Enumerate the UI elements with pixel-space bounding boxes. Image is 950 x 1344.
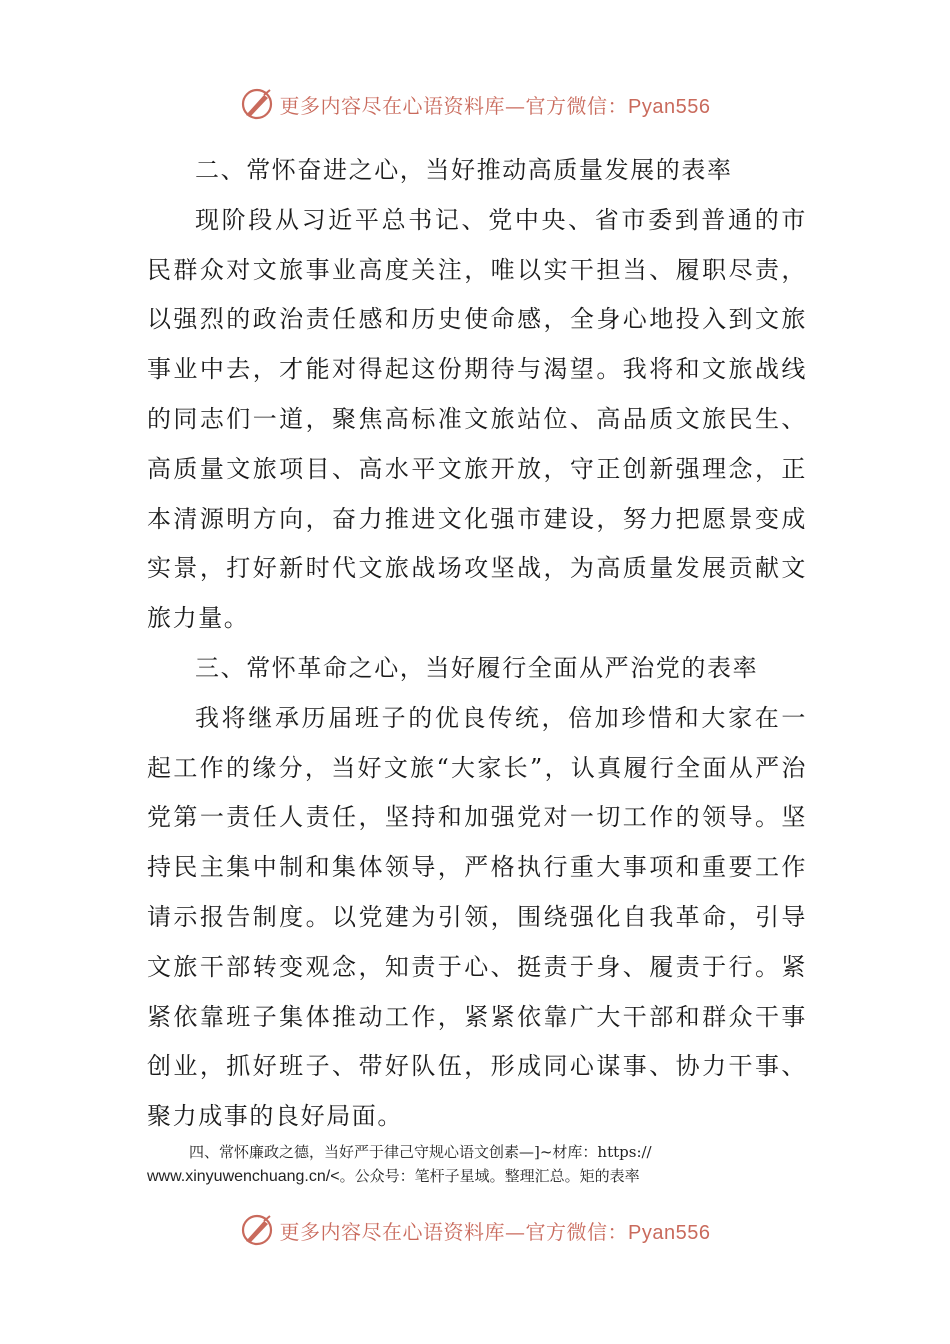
- footnote: [147, 1140, 807, 1189]
- footnote-line-1: 四、常怀廉政之德，当好严于律己守规心语文创素—]~材库：https://: [189, 1143, 652, 1161]
- banner-text: 更多内容尽在心语资料库—官方微信：Pyan556: [279, 93, 711, 118]
- document-body: [147, 146, 807, 1142]
- footnote-url[interactable]: www.xinyuwenchuang.cn/<: [147, 1168, 340, 1185]
- footnote-line-2: www.xinyuwenchuang.cn/<。公众号：笔杆子星域。整理汇总。矩的表率: [147, 1167, 640, 1185]
- footer-banner: [0, 1208, 950, 1252]
- section-heading-2: 二、常怀奋进之心，当好推动高质量发展的表率: [195, 156, 733, 184]
- quill-pen-icon: [240, 87, 274, 121]
- section-heading-3: 三、常怀革命之心，当好履行全面从严治党的表率: [195, 653, 759, 682]
- quill-pen-icon: [240, 1213, 274, 1247]
- paragraph-2: 现阶段从习近平总书记、党中央、省市委到普通的市民群众对文旅事业高度关注，唯以实干担当、履职尽责，以强烈的政治责任感和历史使命感，全身心地投入到文旅事业中去，才能对得起这份期待与渴望。我将和文旅战线的同志们一道，聚焦高标准文旅站位、高品质文旅民生、高质量文旅项目、高水平文旅开放，守正创新强理念，正本清源明方向，奋力推进文化强市建设，努力把愿景变成实景，打好新时代文旅战场攻坚战，为高质量发展贡献文旅力量。: [147, 205, 807, 633]
- paragraph-3: 我将继承历届班子的优良传统，倍加珍惜和大家在一起工作的缘分，当好文旅“大家长”，认真履行全面从严治党第一责任人责任，坚持和加强党对一切工作的领导。坚持民主集中制和集体领导，严格执行重大事项和重要工作请示报告制度。以党建为引领，围绕强化自我革命，引导文旅干部转变观念，知责于心、挺责于身、履责于行。紧紧依靠班子集体推动工作，紧紧依靠广大干部和群众干事创业，抓好班子、带好队伍，形成同心谋事、协力干事、聚力成事的良好局面。: [147, 703, 807, 1131]
- banner-text: 更多内容尽在心语资料库—官方微信：Pyan556: [279, 1219, 711, 1244]
- header-banner: [0, 82, 950, 126]
